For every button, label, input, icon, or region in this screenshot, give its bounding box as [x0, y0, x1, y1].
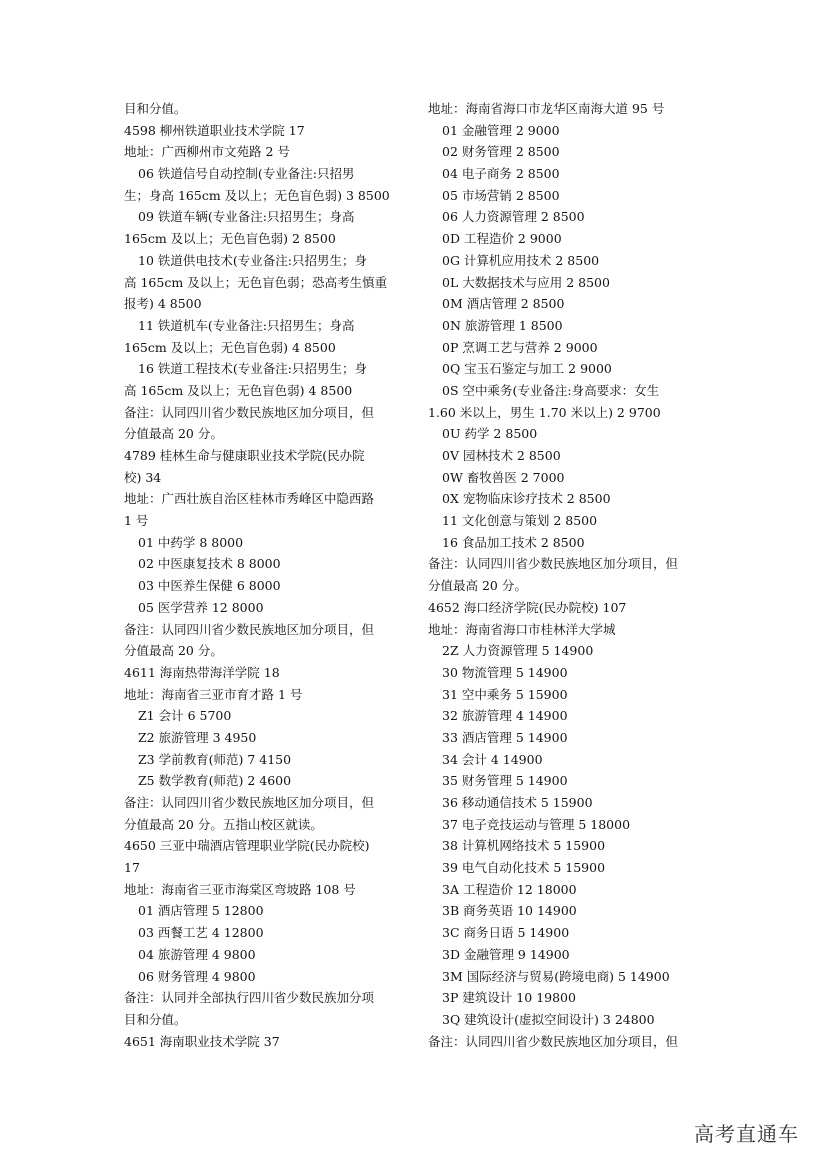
left-column-line: 04 旅游管理 4 9800 — [138, 946, 256, 962]
right-column-line: 04 电子商务 2 8500 — [442, 166, 560, 182]
right-column-line: 3D 金融管理 9 14900 — [442, 946, 570, 962]
left-column-line: 分值最高 20 分。 — [124, 643, 223, 659]
left-column-line: 4650 三亚中瑞酒店管理职业学院(民办院校) — [124, 838, 370, 854]
left-column-line: 生；身高 165cm 及以上；无色盲色弱) 3 8500 — [124, 187, 390, 203]
left-column-line: 校) 34 — [124, 469, 162, 485]
left-column-line: 地址：广西柳州市文苑路 2 号 — [124, 144, 290, 160]
right-column-line: 3A 工程造价 12 18000 — [442, 881, 577, 897]
left-column-line: 备注：认同四川省少数民族地区加分项目，但 — [124, 404, 375, 420]
right-column-line: 16 食品加工技术 2 8500 — [442, 534, 585, 550]
left-column-line: 165cm 及以上；无色盲色弱) 2 8500 — [124, 231, 336, 247]
left-column-line: 地址：海南省三亚市海棠区弯坡路 108 号 — [124, 881, 356, 897]
left-column-line: 4789 桂林生命与健康职业技术学院(民办院 — [124, 448, 365, 463]
left-column-line: 高 165cm 及以上；无色盲色弱) 4 8500 — [124, 382, 353, 398]
right-column-line: 备注：认同四川省少数民族地区加分项目，但 — [428, 1033, 679, 1049]
right-column-line: 38 计算机网络技术 5 15900 — [442, 838, 606, 854]
left-column-line: Z5 数学教育(师范) 2 4600 — [138, 773, 292, 789]
left-column-line: 目和分值。 — [124, 101, 187, 116]
left-column-line: 05 医学营养 12 8000 — [138, 599, 264, 615]
left-column-line: 1 号 — [124, 513, 149, 529]
right-column-line: 0M 酒店管理 2 8500 — [442, 296, 565, 312]
right-column-line: 33 酒店管理 5 14900 — [442, 729, 568, 745]
right-column-line: 11 文化创意与策划 2 8500 — [442, 513, 598, 529]
left-column-line: 01 中药学 8 8000 — [138, 534, 244, 550]
right-column-line: 3Q 建筑设计(虚拟空间设计) 3 24800 — [442, 1011, 655, 1027]
right-column-line: 39 电气自动化技术 5 15900 — [442, 860, 606, 876]
left-column-line: 03 中医养生保健 6 8000 — [138, 578, 281, 594]
right-column-line: 0W 畜牧兽医 2 7000 — [442, 469, 565, 485]
right-column-line: 3B 商务英语 10 14900 — [442, 903, 577, 919]
right-column-line: 0N 旅游管理 1 8500 — [442, 317, 563, 333]
left-column-line: 06 财务管理 4 9800 — [138, 968, 256, 984]
right-column-line: 0X 宠物临床诊疗技术 2 8500 — [442, 491, 611, 507]
left-column-line: 地址：广西壮族自治区桂林市秀峰区中隐西路 — [124, 491, 375, 507]
right-column-line: 37 电子竞技运动与管理 5 18000 — [442, 816, 631, 832]
left-column-line: 4611 海南热带海洋学院 18 — [124, 664, 280, 680]
left-column-line: 03 西餐工艺 4 12800 — [138, 925, 264, 941]
left-column-line: 165cm 及以上；无色盲色弱) 4 8500 — [124, 339, 336, 355]
right-column-line: 06 人力资源管理 2 8500 — [442, 209, 585, 225]
right-column-line: 0P 烹调工艺与营养 2 9000 — [442, 339, 598, 355]
left-column-line: 16 铁道工程技术(专业备注:只招男生；身 — [138, 361, 367, 377]
left-column-line: 4651 海南职业技术学院 37 — [124, 1033, 280, 1049]
right-column-line: 34 会计 4 14900 — [442, 751, 543, 767]
left-column-line: Z2 旅游管理 3 4950 — [138, 729, 257, 745]
right-column-line: 4652 海口经济学院(民办院校) 107 — [428, 599, 627, 615]
left-column-line: 02 中医康复技术 8 8000 — [138, 556, 281, 572]
right-column-line: 0Q 宝玉石鉴定与加工 2 9000 — [442, 361, 612, 377]
left-column-line: 11 铁道机车(专业备注:只招男生；身高 — [138, 317, 355, 333]
left-column-line: 报考) 4 8500 — [124, 296, 202, 312]
right-column-line: 0S 空中乘务(专业备注:身高要求：女生 — [442, 382, 660, 398]
right-column-line: 01 金融管理 2 9000 — [442, 122, 560, 138]
right-column-line: 02 财务管理 2 8500 — [442, 144, 560, 160]
right-column-line: 35 财务管理 5 14900 — [442, 773, 568, 789]
left-column-line: 分值最高 20 分。五指山校区就读。 — [124, 816, 323, 832]
left-column-line: 备注：认同四川省少数民族地区加分项目，但 — [124, 795, 375, 810]
left-column-line: 目和分值。 — [124, 1011, 187, 1027]
right-column-line: 3P 建筑设计 10 19800 — [442, 990, 576, 1006]
right-column-line: 31 空中乘务 5 15900 — [442, 686, 568, 702]
right-column-line: 36 移动通信技术 5 15900 — [442, 795, 593, 810]
right-column-line: 0V 园林技术 2 8500 — [442, 448, 561, 463]
left-column-line: Z3 学前教育(师范) 7 4150 — [138, 751, 292, 767]
left-column-line: 17 — [124, 860, 140, 876]
right-column-line: 32 旅游管理 4 14900 — [442, 708, 568, 724]
left-column — [124, 98, 404, 1052]
right-column-line: 30 物流管理 5 14900 — [442, 664, 568, 680]
left-column-line: 备注：认同并全部执行四川省少数民族加分项 — [124, 990, 375, 1006]
right-column-line: 1.60 米以上，男生 1.70 米以上) 2 9700 — [428, 404, 661, 420]
left-column-line: 地址：海南省三亚市育才路 1 号 — [124, 686, 303, 702]
right-column-line: 0D 工程造价 2 9000 — [442, 231, 562, 247]
right-column-line: 0U 药学 2 8500 — [442, 426, 538, 442]
left-column-line: 4598 柳州铁道职业技术学院 17 — [124, 122, 305, 138]
right-column-line: 备注：认同四川省少数民族地区加分项目，但 — [428, 556, 679, 572]
right-column-line: 0L 大数据技术与应用 2 8500 — [442, 274, 610, 290]
right-column-line: 分值最高 20 分。 — [428, 578, 527, 594]
right-column — [428, 98, 708, 1052]
left-column-line: 01 酒店管理 5 12800 — [138, 903, 264, 919]
left-column-line: 06 铁道信号自动控制(专业备注:只招男 — [138, 166, 355, 182]
right-column-line: 05 市场营销 2 8500 — [442, 187, 560, 203]
left-column-line: 分值最高 20 分。 — [124, 426, 223, 442]
right-column-line: 2Z 人力资源管理 5 14900 — [442, 643, 594, 659]
right-column-line: 地址：海南省海口市桂林洋大学城 — [428, 621, 616, 637]
right-column-line: 3M 国际经济与贸易(跨境电商) 5 14900 — [442, 968, 670, 984]
right-column-line: 3C 商务日语 5 14900 — [442, 925, 570, 941]
watermark: 高考直通车 — [694, 1122, 799, 1146]
left-column-line: 10 铁道供电技术(专业备注:只招男生；身 — [138, 252, 367, 268]
right-column-line: 0G 计算机应用技术 2 8500 — [442, 252, 600, 268]
left-column-line: 备注：认同四川省少数民族地区加分项目，但 — [124, 621, 375, 637]
right-column-line: 地址：海南省海口市龙华区南海大道 95 号 — [428, 101, 665, 116]
left-column-line: 高 165cm 及以上；无色盲色弱；恐高考生慎重 — [124, 274, 388, 290]
left-column-line: 09 铁道车辆(专业备注:只招男生；身高 — [138, 209, 355, 225]
left-column-line: Z1 会计 6 5700 — [138, 708, 232, 724]
